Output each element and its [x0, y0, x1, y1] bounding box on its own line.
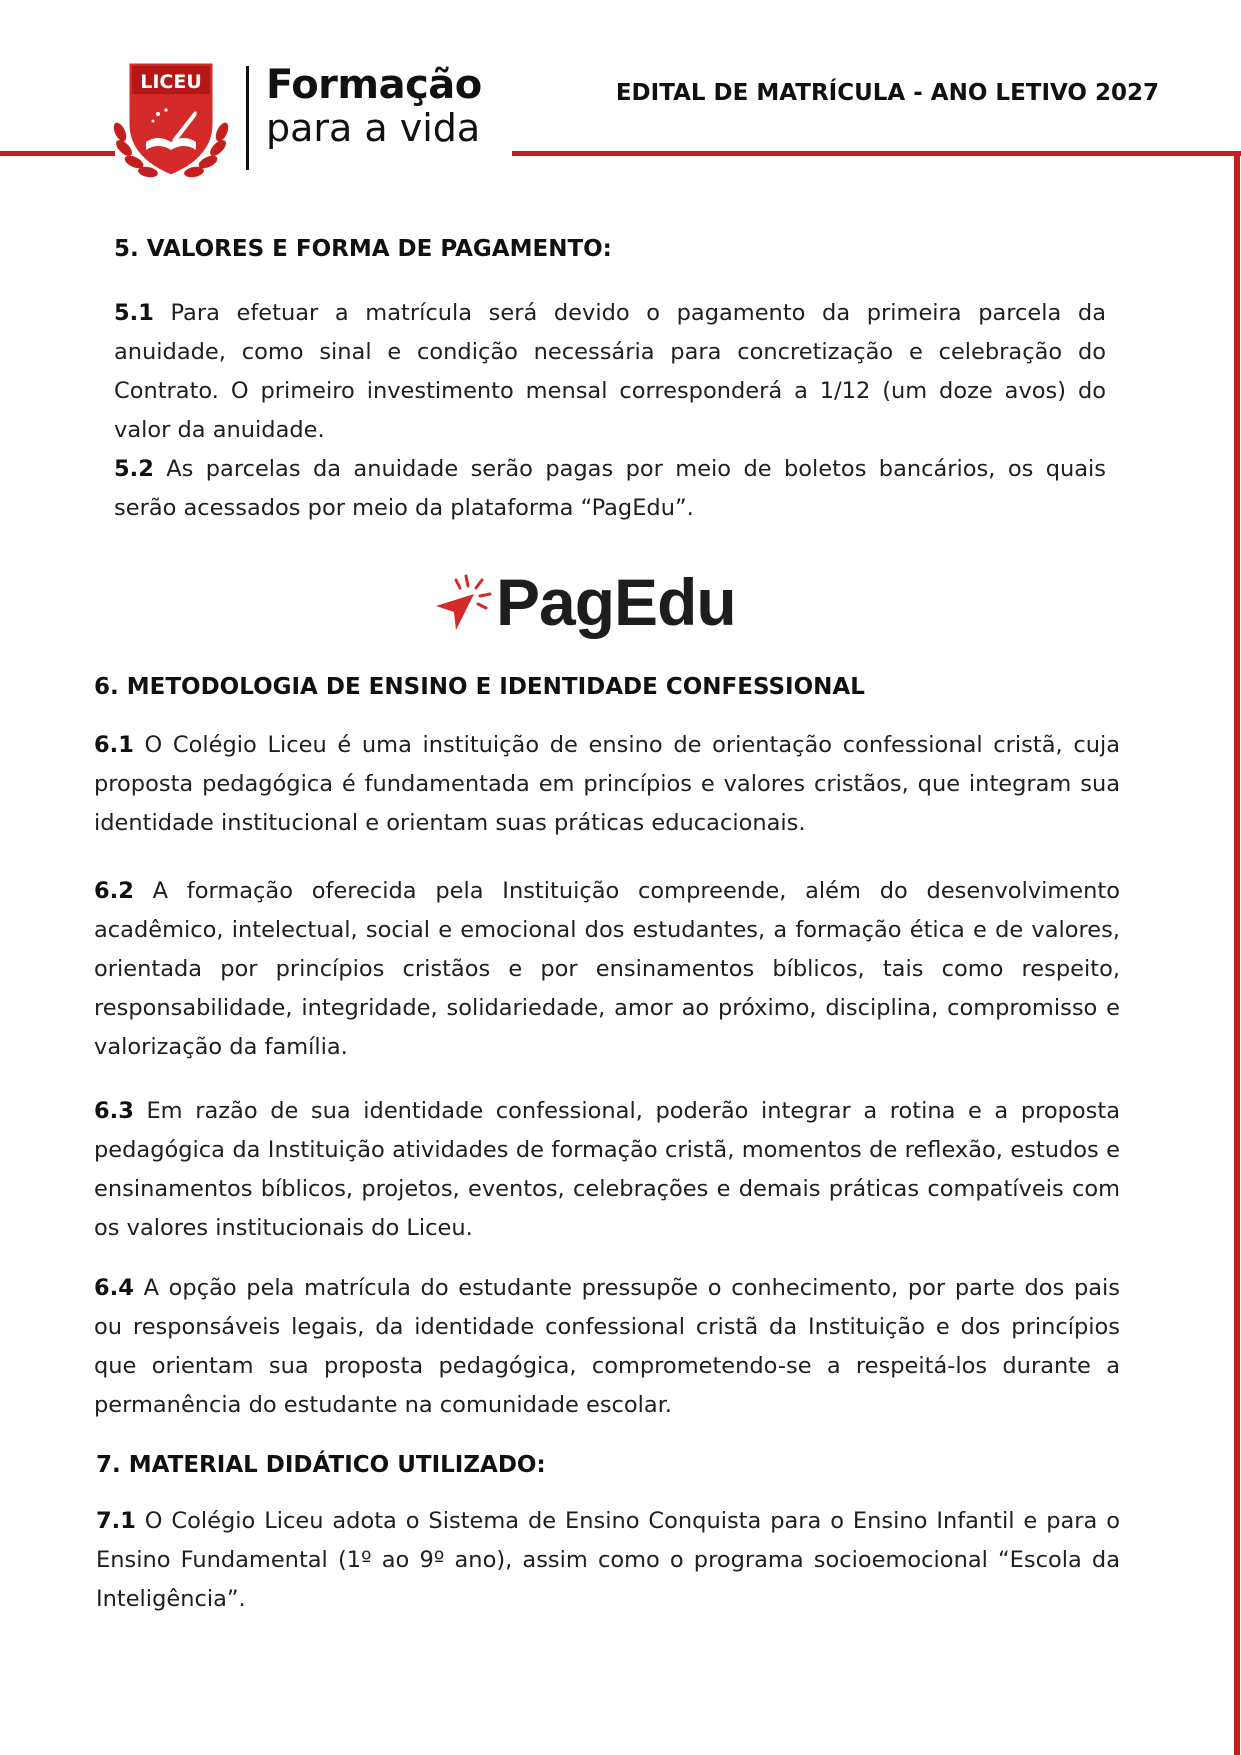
pagedu-wordmark: PagEdu [496, 565, 736, 639]
paragraph-text: A opção pela matrícula do estudante pressupõe o conhecimento, por parte dos pais ou responsáveis legais, da identidade confessional cristã da Instituição e dos princípios que orientam sua proposta pedagógica, comprometendo-se a respeitá-los durante a permanência do estudante na comunidade escolar. [94, 1275, 1121, 1418]
slogan-line-2: para a vida [266, 106, 481, 150]
paragraph-number: 6.3 [94, 1098, 134, 1124]
paragraph-text: A formação oferecida pela Instituição compreende, além do desenvolvimento acadêmico, intelectual, social e emocional dos estudantes, a formação ética e de valores, orientada por princípios cristãos e por ensinamentos bíblicos, tais como respeito, responsabilidade, integridade, solidariedade, amor ao próximo, disciplina, compromisso e valorização da família. [94, 878, 1120, 1060]
paragraph-text: O Colégio Liceu é uma instituição de ensino de orientação confessional cristã, cuja proposta pedagógica é fundamentada em princípios e valores cristãos, que integram sua identidade institucional e orientam suas práticas educacionais. [94, 732, 1120, 836]
header-rule-left [0, 151, 115, 156]
slogan-line-1: Formação [266, 62, 482, 108]
paragraph-6-4 [94, 1269, 1120, 1425]
paragraph-5-2 [114, 450, 1106, 528]
paragraph-text: As parcelas da anuidade serão pagas por meio de boletos bancários, os quais serão acessados por meio da plataforma “PagEdu”. [114, 456, 1107, 521]
section-7-heading: 7. MATERIAL DIDÁTICO UTILIZADO: [96, 1452, 546, 1478]
cursor-burst-icon [432, 572, 494, 634]
paragraph-number: 5.2 [114, 456, 154, 482]
page-border-right [1234, 151, 1240, 1755]
logo-divider [246, 66, 249, 170]
paragraph-6-3 [94, 1092, 1120, 1248]
document-title: EDITAL DE MATRÍCULA - ANO LETIVO 2027 [615, 80, 1159, 106]
paragraph-text: Para efetuar a matrícula será devido o pagamento da primeira parcela da anuidade, como sinal e condição necessária para concretização e celebração do Contrato. O primeiro investimento mensal corresponderá a 1/12 (um doze avos) do valor da anuidade. [114, 300, 1106, 443]
paragraph-6-2 [94, 872, 1120, 1067]
paragraph-7-1 [96, 1502, 1120, 1619]
section-5-heading: 5. VALORES E FORMA DE PAGAMENTO: [114, 236, 612, 262]
paragraph-5-1 [114, 294, 1106, 450]
paragraph-text: O Colégio Liceu adota o Sistema de Ensino Conquista para o Ensino Infantil e para o Ensino Fundamental (1º ao 9º ano), assim como o programa socioemocional “Escola da Inteligência”. [96, 1508, 1120, 1612]
logo-lettering: LICEU [140, 71, 202, 93]
section-6-heading: 6. METODOLOGIA DE ENSINO E IDENTIDADE CONFESSIONAL [94, 674, 865, 700]
paragraph-number: 5.1 [114, 300, 154, 326]
header-rule-right [512, 151, 1241, 156]
paragraph-number: 6.2 [94, 878, 134, 904]
paragraph-6-1 [94, 726, 1120, 843]
paragraph-number: 6.1 [94, 732, 134, 758]
paragraph-number: 7.1 [96, 1508, 136, 1534]
paragraph-number: 6.4 [94, 1275, 134, 1301]
liceu-crest-logo [106, 54, 236, 184]
paragraph-text: Em razão de sua identidade confessional, poderão integrar a rotina e a proposta pedagógica da Instituição atividades de formação cristã, momentos de reflexão, estudos e ensinamentos bíblicos, projetos, eventos, celebrações e demais práticas compatíveis com os valores institucionais do Liceu. [94, 1098, 1120, 1241]
pagedu-logo [432, 565, 752, 642]
